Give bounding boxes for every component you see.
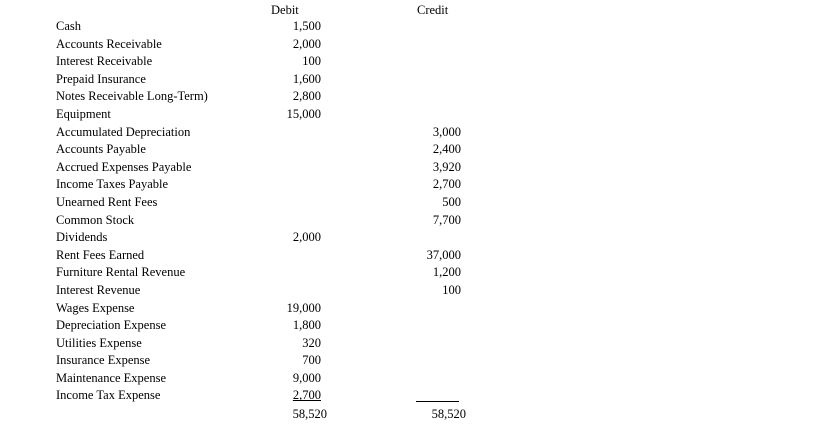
account-name: Unearned Rent Fees [56, 194, 158, 209]
debit-total: 58,520 [292, 407, 327, 421]
account-name: Accumulated Depreciation [56, 124, 191, 139]
debit-amount: 2,700 [292, 388, 321, 403]
table-row [0, 141, 815, 159]
table-row [0, 124, 815, 142]
debit-amount: 1,600 [292, 71, 321, 86]
account-list [0, 18, 815, 405]
table-row [0, 71, 815, 89]
account-name: Dividends [56, 230, 108, 245]
credit-amount: 37,000 [426, 247, 461, 262]
table-row [0, 370, 815, 388]
debit-amount: 2,000 [292, 230, 321, 245]
account-name: Depreciation Expense [56, 318, 167, 333]
debit-amount: 2,800 [292, 89, 321, 104]
account-name: Utilities Expense [56, 335, 142, 350]
account-name: Income Tax Expense [56, 388, 161, 403]
table-row [0, 212, 815, 230]
account-name: Rent Fees Earned [56, 247, 145, 262]
debit-column-header: Debit [271, 3, 299, 17]
credit-amount: 3,920 [432, 159, 461, 174]
table-row [0, 88, 815, 106]
totals-row [0, 405, 815, 423]
credit-total: 58,520 [431, 407, 466, 421]
account-name: Equipment [56, 106, 111, 121]
table-row [0, 18, 815, 36]
account-name: Interest Revenue [56, 282, 141, 297]
account-name: Common Stock [56, 212, 135, 227]
credit-amount: 1,200 [432, 265, 461, 280]
table-row [0, 36, 815, 54]
table-row [0, 317, 815, 335]
account-name: Notes Receivable Long-Term) [56, 89, 208, 104]
credit-amount: 500 [442, 194, 461, 209]
account-name: Accounts Receivable [56, 36, 162, 51]
account-name: Income Taxes Payable [56, 177, 169, 192]
debit-amount: 9,000 [292, 370, 321, 385]
table-row [0, 352, 815, 370]
table-row [0, 159, 815, 177]
debit-amount: 15,000 [286, 106, 321, 121]
debit-amount: 320 [302, 335, 321, 350]
debit-amount: 1,500 [292, 19, 321, 33]
account-name: Wages Expense [56, 300, 135, 315]
table-row [0, 106, 815, 124]
credit-amount: 2,700 [432, 177, 461, 192]
table-row [0, 53, 815, 71]
account-name: Accrued Expenses Payable [56, 159, 192, 174]
debit-amount: 2,000 [292, 36, 321, 51]
account-name: Accounts Payable [56, 142, 146, 157]
table-row [0, 194, 815, 212]
table-row [0, 229, 815, 247]
debit-amount: 100 [302, 54, 321, 69]
table-row [0, 335, 815, 353]
table-row [0, 176, 815, 194]
table-row [0, 247, 815, 265]
account-name: Maintenance Expense [56, 370, 167, 385]
account-name: Cash [56, 19, 81, 33]
credit-amount: 2,400 [432, 142, 461, 157]
debit-amount: 700 [302, 353, 321, 368]
debit-amount: 1,800 [292, 318, 321, 333]
account-name: Furniture Rental Revenue [56, 265, 186, 280]
table-row [0, 387, 815, 405]
credit-total-rule [416, 401, 459, 402]
table-row [0, 300, 815, 318]
account-name: Prepaid Insurance [56, 71, 146, 86]
credit-amount: 3,000 [432, 124, 461, 139]
credit-amount: 100 [442, 282, 461, 297]
table-row [0, 282, 815, 300]
credit-column-header: Credit [417, 3, 449, 17]
debit-amount: 19,000 [286, 300, 321, 315]
account-name: Insurance Expense [56, 353, 151, 368]
credit-amount: 7,700 [432, 212, 461, 227]
account-name: Interest Receivable [56, 54, 153, 69]
table-row [0, 264, 815, 282]
